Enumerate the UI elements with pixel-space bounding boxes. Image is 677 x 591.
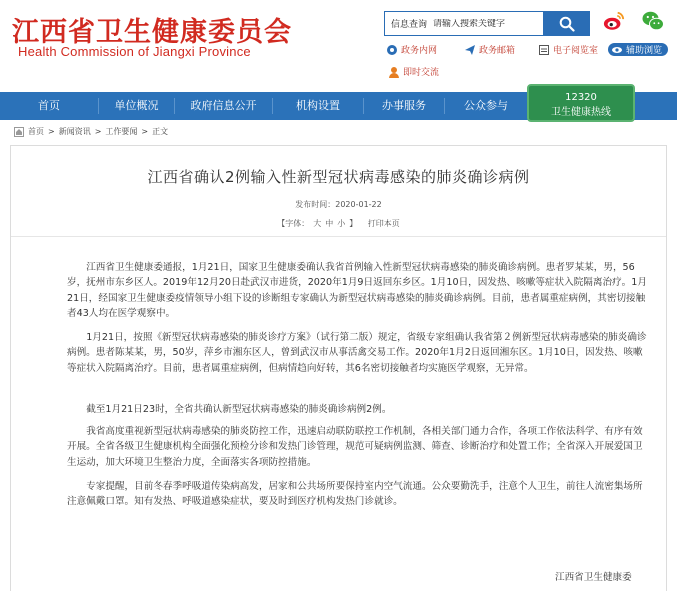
nav-info-disclosure[interactable]: 政府信息公开	[190, 99, 257, 112]
article-paragraph: 1月21日，按照《新型冠状病毒感染的肺炎诊疗方案》（试行第二版）规定，省级专家组确认我省第２例新型冠状病毒感染的肺炎确诊病例。患者陈某某，男，50岁，萍乡市湘东区人，曾到武汉市从事活禽交易工作。2020年1月2日返回湘东区。1月10日，因发热、咳嗽等症状入院隔离治疗。目前，患者属重症病例，但病情趋向好转，其6名密切接触者均实施医学观察，无异常。	[67, 332, 647, 374]
home-icon	[14, 127, 24, 137]
hotline-button[interactable]	[527, 84, 635, 122]
site-logo-title[interactable]: 江西省卫生健康委员会	[12, 17, 292, 48]
site-logo-subtitle: Health Commission of Jiangxi Province	[18, 44, 251, 59]
article-divider	[11, 236, 666, 237]
font-large-button[interactable]: 大	[313, 219, 322, 228]
breadcrumb-home[interactable]: 首页	[28, 127, 44, 136]
breadcrumb-current: 正文	[152, 127, 169, 136]
breadcrumb-separator: >	[94, 127, 102, 136]
chat-person-icon	[388, 66, 400, 78]
instant-chat-label: 即时交流	[403, 68, 440, 78]
article-paragraph: 江西省卫生健康委通报，1月21日，国家卫生健康委确认我省首例输入性新型冠状病毒感染的肺炎确诊病例。患者罗某某，男，56岁，抚州市东乡区人。2019年12月20日赴武汉市进货，2020年1月9日返回东乡区。1月10日，因发热、咳嗽等症状入院隔离治疗。1月21日，经国家卫生健康委疫情领导小组下设的诊断组专家确认为新型冠状病毒感染的肺炎确诊病例。目前，患者属重症病例，其密切接触者43人均在医学观察中。	[67, 262, 647, 320]
publish-date: 发布时间：2020-01-22	[295, 200, 382, 209]
article-paragraph: 截至1月21日23时，全省共确认新型冠状病毒感染的肺炎确诊病例2例。	[86, 404, 392, 415]
accessibility-label: 辅助浏览	[626, 46, 663, 56]
intranet-icon	[386, 44, 398, 56]
weibo-icon[interactable]	[603, 10, 625, 32]
breadcrumb-separator: >	[48, 127, 55, 136]
email-link[interactable]	[464, 43, 515, 56]
nav-home[interactable]: 首页	[38, 99, 60, 112]
reading-room-icon	[538, 44, 550, 56]
nav-overview[interactable]: 单位概况	[114, 99, 159, 112]
article-title: 江西省确认2例输入性新型冠状病毒感染的肺炎确诊病例	[147, 168, 530, 186]
font-size-label: 【字体：	[277, 219, 310, 228]
breadcrumb-news[interactable]: 新闻资讯	[58, 127, 91, 136]
article-panel	[10, 145, 667, 591]
nav-public-participation[interactable]: 公众参与	[464, 99, 508, 112]
eye-icon	[611, 44, 623, 56]
intranet-label: 政务内网	[401, 46, 438, 56]
email-label: 政务邮箱	[479, 46, 516, 56]
search-button[interactable]	[544, 11, 590, 36]
breadcrumb-separator: >	[141, 127, 149, 136]
email-icon	[464, 44, 476, 56]
search-input[interactable]	[433, 19, 531, 29]
instant-chat-link[interactable]	[388, 65, 439, 78]
print-page-link[interactable]: 打印本页	[367, 219, 400, 228]
breadcrumb	[14, 126, 172, 137]
font-size-label-close: 】	[349, 219, 358, 228]
nav-services[interactable]: 办事服务	[382, 99, 426, 112]
accessibility-link[interactable]	[608, 43, 668, 56]
breadcrumb-work-news[interactable]: 工作要闻	[105, 127, 138, 136]
nav-organization[interactable]: 机构设置	[296, 99, 340, 112]
hotline-number: 12320	[565, 92, 597, 103]
search-scope-select[interactable]: 信息查询	[391, 20, 428, 30]
hotline-label: 卫生健康热线	[551, 107, 611, 118]
reading-room-label: 电子阅览室	[553, 46, 599, 56]
intranet-link[interactable]	[386, 43, 437, 56]
reading-room-link[interactable]	[538, 43, 598, 56]
search-icon	[559, 16, 575, 32]
article-signature: 江西省卫生健康委	[555, 572, 632, 583]
article-paragraph: 我省高度重视新型冠状病毒感染的肺炎防控工作，迅速启动联防联控工作机制，各相关部门通力合作，各项工作依法科学、有序有效开展。全省各级卫生健康机构全面强化预检分诊和发热门诊管理，规范可疑病例监测、筛查、诊断治疗和处置工作；全省深入开展爱国卫生运动，加大环境卫生整治力度，全面落实各项防控措施。	[67, 426, 643, 468]
site-header	[0, 0, 677, 92]
quick-links	[386, 43, 677, 57]
font-medium-button[interactable]: 中	[325, 219, 334, 228]
search-box	[384, 11, 544, 36]
font-small-button[interactable]: 小	[337, 219, 346, 228]
article-tools	[11, 218, 666, 229]
wechat-icon[interactable]	[641, 9, 665, 33]
article-paragraph: 专家提醒，目前冬春季呼吸道传染病高发，居家和公共场所要保持室内空气流通。公众要勤洗手，注意个人卫生，前往人流密集场所注意佩戴口罩。知有发热、呼吸道感染症状，要及时到医疗机构发热门诊就诊。	[67, 481, 643, 508]
